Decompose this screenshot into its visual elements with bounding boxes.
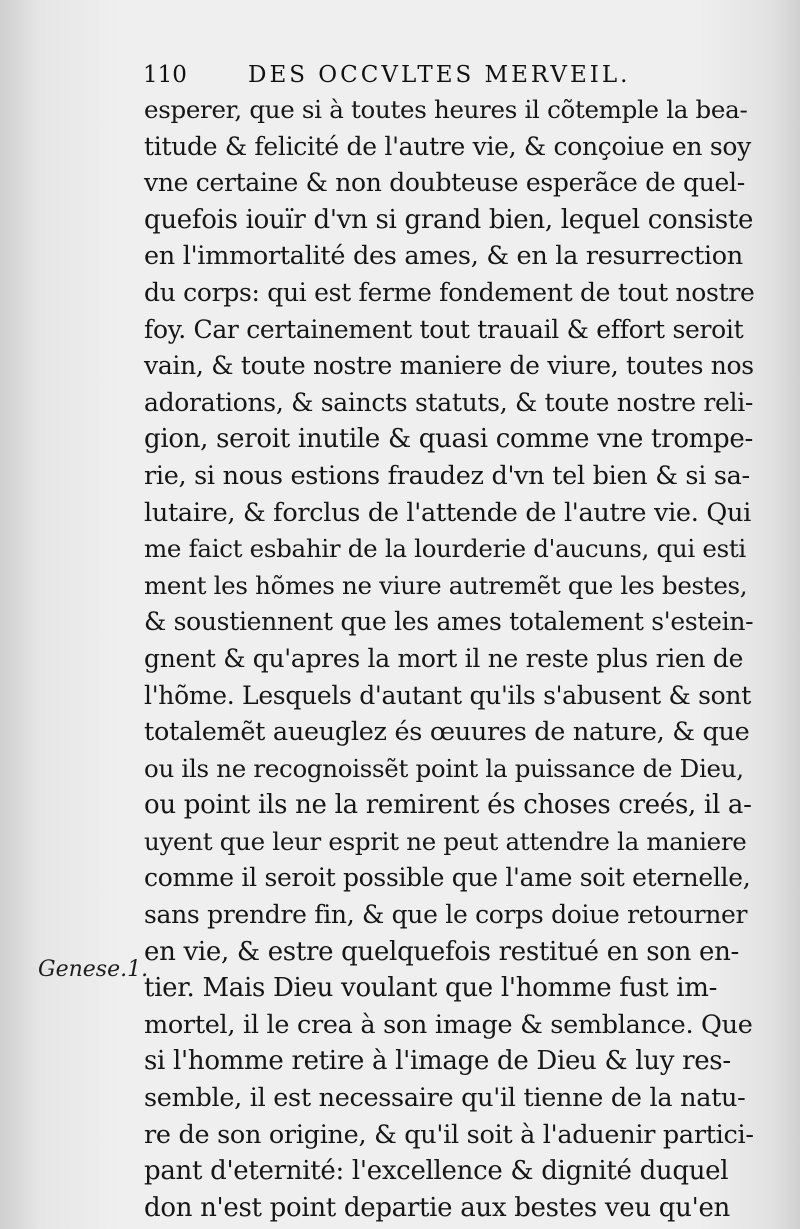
text-line: esperer, que si à toutes heures il cõtemple la bea- [144,95,748,124]
text-line: en vie, & estre quelquefois restitué en son en- [144,936,740,967]
text-line: lutaire, & forclus de l'attende de l'autre vie. Qui [144,497,751,528]
text-line: semble, il est necessaire qu'il tienne de la natu- [144,1083,746,1114]
margin-note: Genese.1. [38,957,149,982]
text-line: comme il seroit possible que l'ame soit eternelle, [144,863,751,893]
text-line: re de son origine, & qu'il soit à l'aduenir partici- [144,1119,754,1150]
text-line: gnent & qu'apres la mort il ne reste plus rien de [144,643,744,673]
text-line: l'hõme. Lesquels d'autant qu'ils s'abusent & sont [144,680,751,710]
text-line: don n'est point departie aux bestes veu qu'en [144,1192,730,1223]
text-line: & soustiennent que les ames totalement s'estein- [144,607,754,637]
text-line: gion, seroit inutile & quasi comme vne trompe- [144,424,753,455]
text-line: pant d'eternité: l'excellence & dignité duquel [144,1156,729,1187]
page-number: 110 [143,62,187,88]
text-line: rie, si nous estions fraudez d'vn tel bien & si sa- [144,460,750,491]
text-line: ou ils ne recognoissẽt point la puissance de Dieu, [144,753,744,783]
page-header [143,62,683,92]
text-line: adorations, & saincts statuts, & toute nostre reli- [144,387,754,417]
text-line: si l'homme retire à l'image de Dieu & luy res- [144,1046,731,1077]
text-line: uyent que leur esprit ne peut attendre la maniere [144,826,747,856]
text-line: ou point ils ne la remirent és choses creés, il a- [144,790,752,821]
text-line: vain, & toute nostre maniere de viure, toutes nos [144,351,754,381]
text-line: du corps: qui est ferme fondement de tout nostre [144,277,755,307]
text-line: titude & felicité de l'autre vie, & conçoiue en soy [144,131,751,161]
body-text [144,92,754,1226]
text-line: mortel, il le crea à son image & semblance. Que [144,1009,753,1040]
running-title: DES OCCVLTES MERVEIL. [248,62,631,88]
text-line: totalemẽt aueuglez és œuures de nature, & que [144,717,750,748]
text-line: quefois iouïr d'vn si grand bien, lequel consiste [144,204,754,235]
text-line: me faict esbahir de la lourderie d'aucuns, qui esti [144,534,746,564]
text-line: en l'immortalité des ames, & en la resurrection [144,241,743,272]
text-line: sans prendre fin, & que le corps doiue retourner [144,900,748,930]
text-line: ment les hõmes ne viure autremẽt que les bestes, [144,570,748,600]
text-line: vne certaine & non doubteuse esperãce de quel- [144,168,745,198]
text-line: tier. Mais Dieu voulant que l'homme fust im- [144,973,718,1004]
text-line: foy. Car certainement tout trauail & effort seroit [144,314,744,344]
